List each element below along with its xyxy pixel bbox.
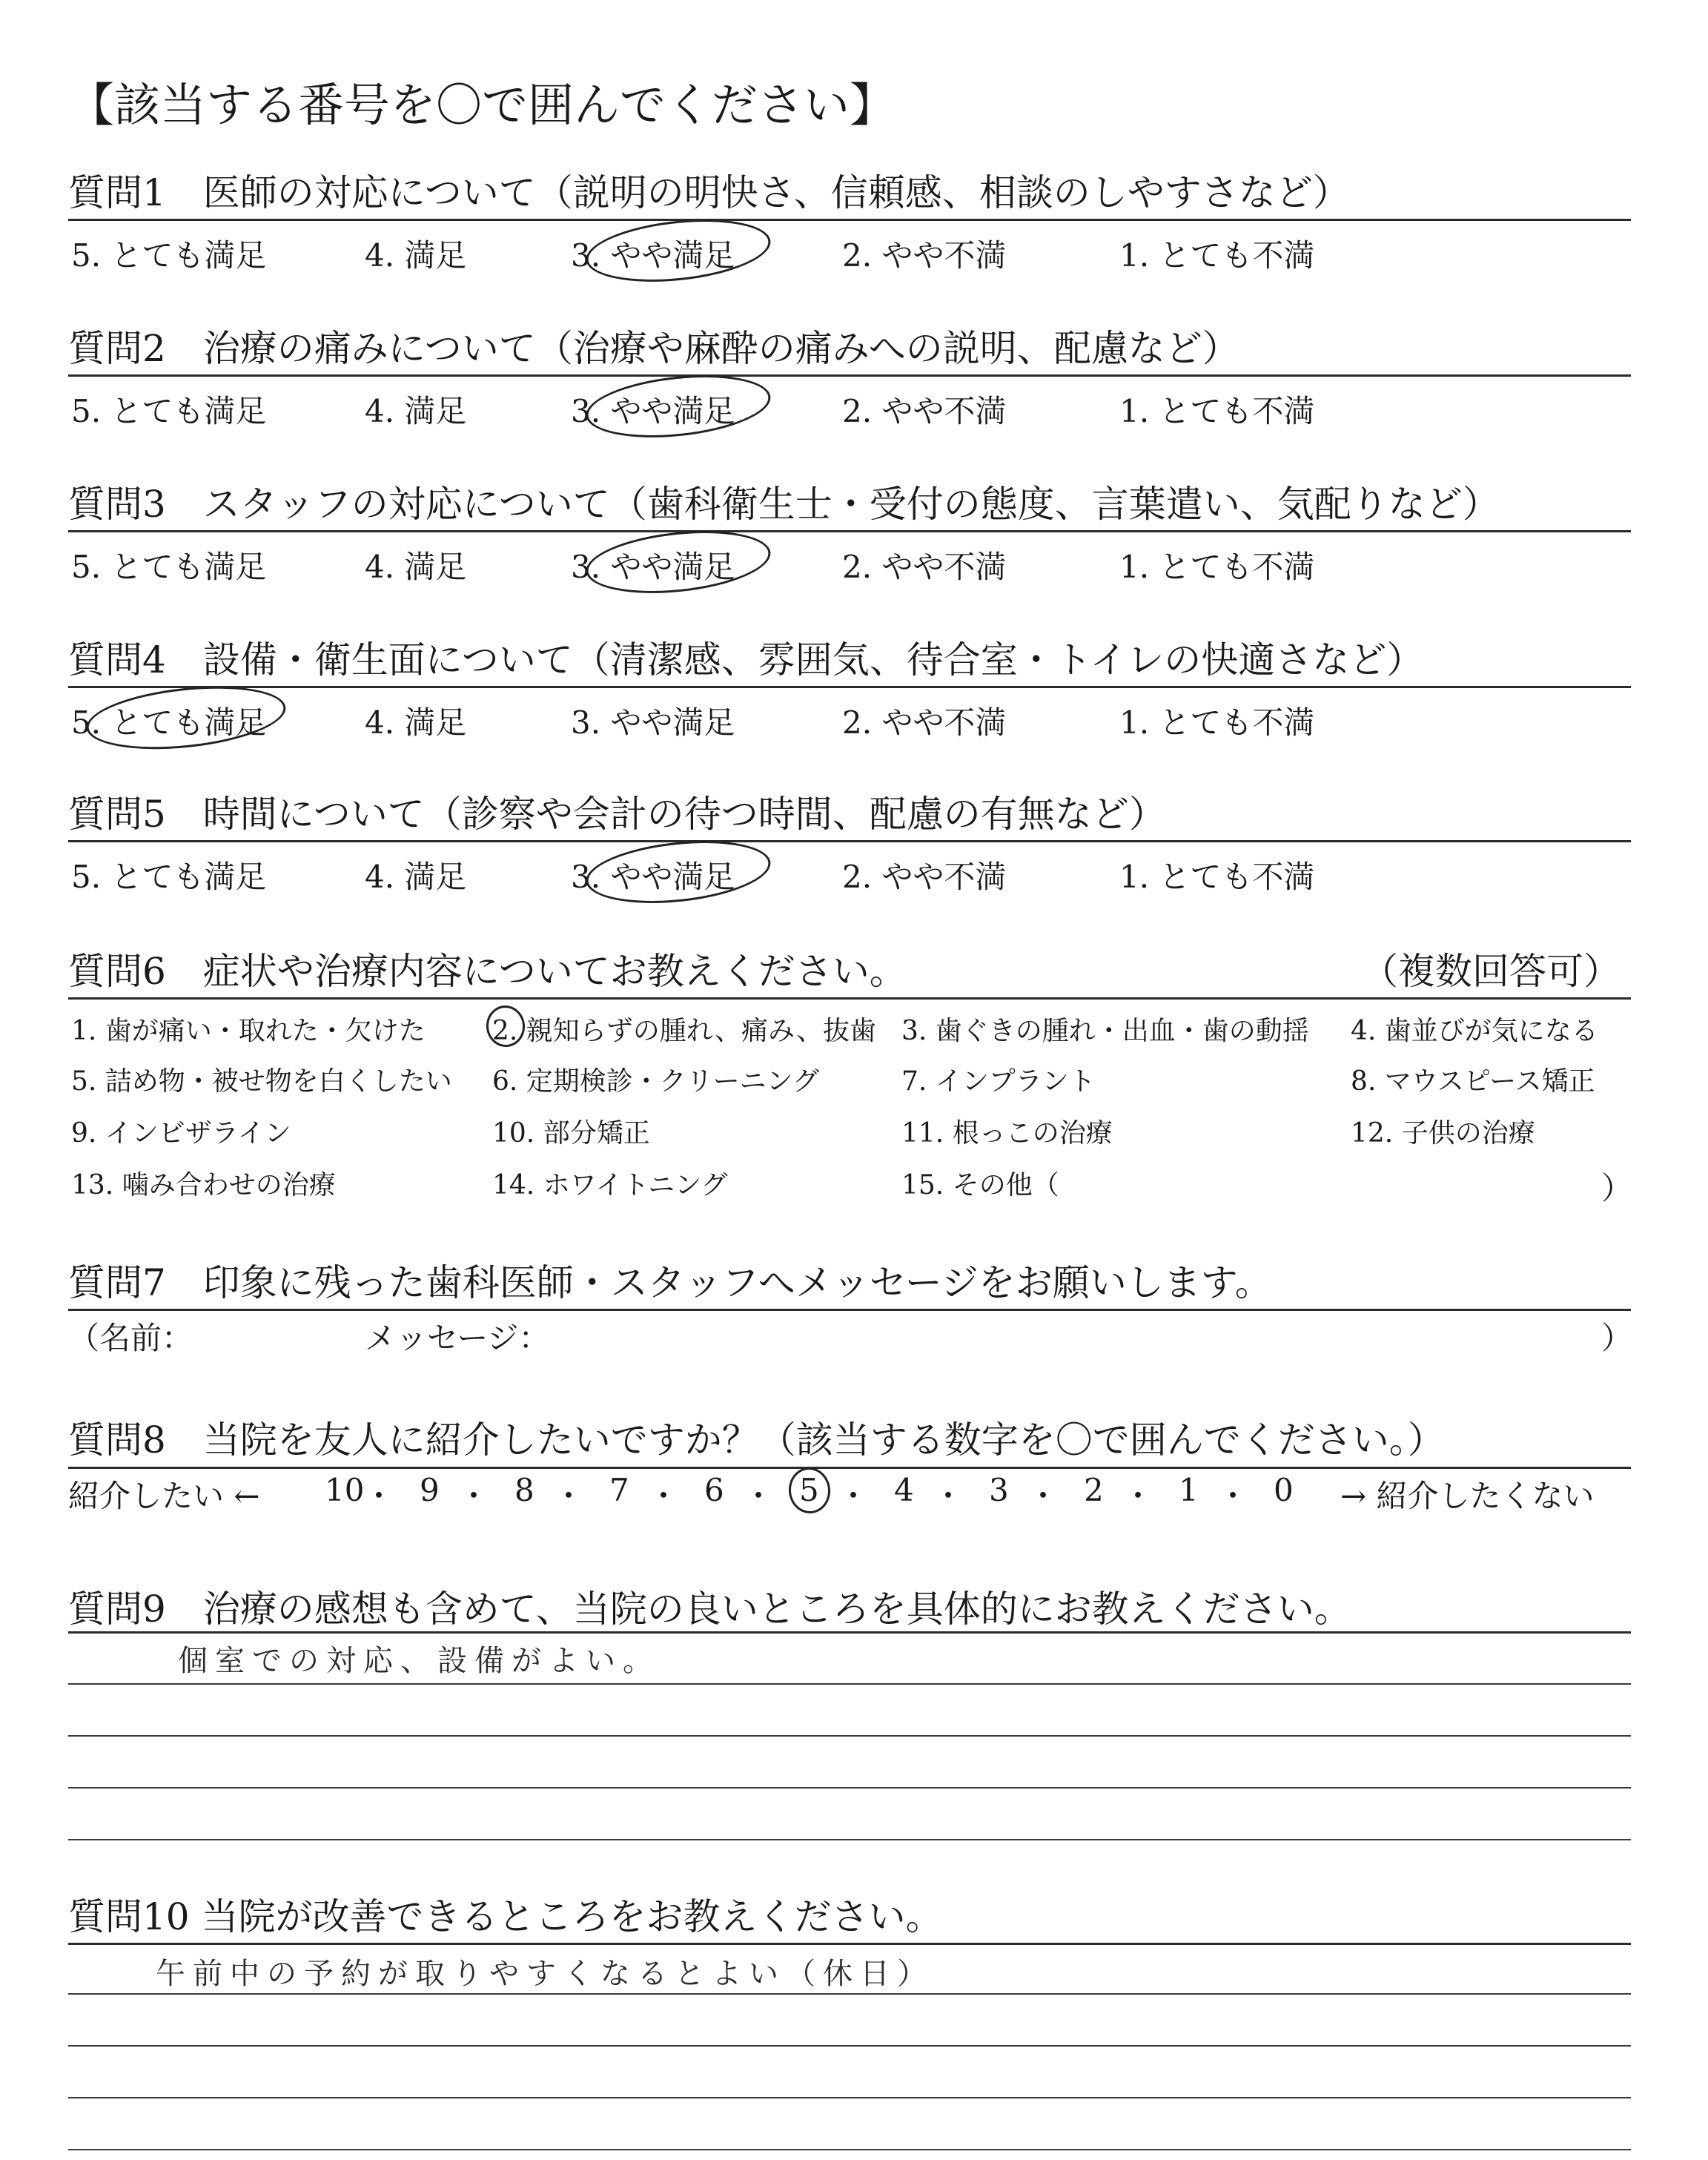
q6-option-10[interactable]: 10. 部分矯正	[492, 1118, 650, 1149]
question-1-option-5[interactable]: 5. とても満足	[71, 237, 267, 274]
q8-scale-separator: ・	[743, 1478, 775, 1514]
question-4-title: 質問4 設備・衛生面について（清潔感、雰囲気、待合室・トイレの快適さなど）	[68, 638, 1424, 681]
form-heading: 【該当する番号を〇で囲んでください】	[68, 78, 896, 132]
question-2-option-4[interactable]: 4. 満足	[365, 393, 467, 429]
q6-option-15[interactable]: 15. その他（	[901, 1170, 1059, 1200]
q7-title: 質問7 印象に残った歯科医師・スタッフへメッセージをお願いします。	[68, 1261, 1272, 1304]
q6-rule	[68, 997, 1631, 1000]
q10-answer-line	[68, 2149, 1631, 2150]
q10-answer-line	[68, 1993, 1631, 1995]
q8-scale-1[interactable]: 1	[1179, 1472, 1199, 1508]
question-3-option-4[interactable]: 4. 満足	[365, 549, 467, 585]
q8-scale-separator: ・	[1027, 1478, 1059, 1514]
selection-circle	[583, 211, 774, 290]
q8-scale-4[interactable]: 4	[894, 1472, 914, 1508]
question-4-option-1[interactable]: 1. とても不満	[1119, 704, 1315, 741]
q6-option-6[interactable]: 6. 定期検診・クリーニング	[492, 1066, 820, 1097]
q9-rule	[68, 1631, 1631, 1634]
selection-circle	[583, 833, 774, 911]
question-5-option-3[interactable]: 3. やや満足	[571, 859, 735, 895]
q7-close-paren: ）	[1601, 1320, 1633, 1356]
q8-scale-separator: ・	[1122, 1478, 1154, 1514]
q6-close-paren: ）	[1601, 1170, 1633, 1206]
q8-rule	[68, 1467, 1631, 1469]
question-2-title: 質問2 治療の痛みについて（治療や麻酔の痛みへの説明、配慮など）	[68, 327, 1239, 370]
q10-answer-line	[68, 2097, 1631, 2098]
q6-option-9[interactable]: 9. インビザライン	[71, 1118, 291, 1149]
q8-scale-8[interactable]: 8	[514, 1472, 534, 1508]
q6-option-8[interactable]: 8. マウスピース矯正	[1351, 1066, 1595, 1097]
question-5-option-1[interactable]: 1. とても不満	[1119, 859, 1315, 895]
q7-rule	[68, 1309, 1631, 1311]
q6-option-7[interactable]: 7. インプラント	[901, 1066, 1096, 1097]
q6-option-2[interactable]: 2. 親知らずの腫れ、痛み、抜歯	[492, 1016, 877, 1046]
q10-handwritten-answer: 午前中の予約が取りやすくなるとよい（休日）	[156, 1957, 934, 1991]
q8-scale-separator: ・	[458, 1478, 490, 1514]
q6-option-12[interactable]: 12. 子供の治療	[1351, 1118, 1535, 1149]
q10-answer-line	[68, 2045, 1631, 2047]
q8-left-label: 紹介したい ←	[68, 1478, 260, 1514]
selection-circle	[84, 678, 289, 758]
q8-scale-separator: ・	[933, 1478, 964, 1514]
q8-right-label: → 紹介したくない	[1340, 1478, 1595, 1514]
q6-option-5[interactable]: 5. 詰め物・被せ物を白くしたい	[71, 1066, 452, 1097]
q6-option-4[interactable]: 4. 歯並びが気になる	[1351, 1016, 1598, 1046]
q8-scale-separator: ・	[1217, 1478, 1249, 1514]
q8-scale-2[interactable]: 2	[1084, 1472, 1104, 1508]
q6-option-14[interactable]: 14. ホワイトニング	[492, 1170, 728, 1200]
question-3-option-1[interactable]: 1. とても不満	[1119, 549, 1315, 585]
question-5-option-4[interactable]: 4. 満足	[365, 859, 467, 895]
question-1-option-3[interactable]: 3. やや満足	[571, 237, 735, 274]
q10-rule	[68, 1943, 1631, 1945]
question-1-option-1[interactable]: 1. とても不満	[1119, 237, 1315, 274]
q8-scale-separator: ・	[838, 1478, 870, 1514]
selection-circle	[583, 523, 774, 601]
question-3-option-2[interactable]: 2. やや不満	[842, 549, 1007, 585]
question-2-option-5[interactable]: 5. とても満足	[71, 393, 267, 429]
q8-scale-9[interactable]: 9	[420, 1472, 440, 1508]
q8-scale-10[interactable]: 10	[325, 1472, 365, 1508]
q6-option-1[interactable]: 1. 歯が痛い・取れた・欠けた	[71, 1016, 426, 1046]
question-4-option-3[interactable]: 3. やや満足	[571, 704, 735, 741]
q6-note: （複数回答可）	[1361, 950, 1621, 993]
question-5-option-2[interactable]: 2. やや不満	[842, 859, 1007, 895]
question-3-title: 質問3 スタッフの対応について（歯科衛生士・受付の態度、言葉遣い、気配りなど）	[68, 483, 1500, 526]
q8-scale-separator: ・	[648, 1478, 680, 1514]
q8-scale-separator: ・	[553, 1478, 585, 1514]
q8-title: 質問8 当院を友人に紹介したいですか？（該当する数字を〇で囲んでください。）	[68, 1418, 1445, 1462]
q8-scale-0[interactable]: 0	[1274, 1472, 1294, 1508]
question-1-option-4[interactable]: 4. 満足	[365, 237, 467, 274]
question-1-title: 質問1 医師の対応について（説明の明快さ、信頼感、相談のしやすさなど）	[68, 171, 1350, 214]
q9-title: 質問9 治療の感想も含めて、当院の良いところを具体的にお教えください。	[68, 1588, 1351, 1631]
q10-title: 質問10 当院が改善できるところをお教えください。	[68, 1895, 943, 1938]
question-3-rule	[68, 530, 1631, 532]
q8-scale-3[interactable]: 3	[989, 1472, 1009, 1508]
q6-option-13[interactable]: 13. 噛み合わせの治療	[71, 1170, 336, 1200]
q9-answer-line	[68, 1683, 1631, 1685]
question-3-option-3[interactable]: 3. やや満足	[571, 549, 735, 585]
q9-handwritten-answer: 個室での対応、設備がよい。	[178, 1644, 660, 1678]
q8-scale-separator: ・	[363, 1478, 395, 1514]
q8-scale-6[interactable]: 6	[704, 1472, 724, 1508]
q6-title: 質問6 症状や治療内容についてお教えください。	[68, 950, 907, 993]
question-4-option-5[interactable]: 5. とても満足	[71, 704, 267, 741]
question-5-rule	[68, 840, 1631, 842]
q9-answer-line	[68, 1735, 1631, 1737]
selection-circle	[787, 1465, 833, 1516]
q6-option-11[interactable]: 11. 根っこの治療	[901, 1118, 1113, 1149]
q8-scale-7[interactable]: 7	[609, 1472, 629, 1508]
q8-scale-5[interactable]: 5	[799, 1472, 819, 1508]
question-2-rule	[68, 374, 1631, 377]
q9-answer-line	[68, 1787, 1631, 1789]
q7-name-label: （名前：	[68, 1320, 193, 1356]
q7-message-label: メッセージ：	[365, 1320, 550, 1356]
selection-circle	[583, 367, 774, 446]
question-5-option-5[interactable]: 5. とても満足	[71, 859, 267, 895]
q6-option-3[interactable]: 3. 歯ぐきの腫れ・出血・歯の動揺	[901, 1016, 1309, 1046]
question-4-option-2[interactable]: 2. やや不満	[842, 704, 1007, 741]
question-4-option-4[interactable]: 4. 満足	[365, 704, 467, 741]
question-1-rule	[68, 219, 1631, 221]
question-3-option-5[interactable]: 5. とても満足	[71, 549, 267, 585]
question-2-option-3[interactable]: 3. やや満足	[571, 393, 735, 429]
question-5-title: 質問5 時間について（診察や会計の待つ時間、配慮の有無など）	[68, 793, 1166, 836]
question-1-option-2[interactable]: 2. やや不満	[842, 237, 1007, 274]
question-2-option-1[interactable]: 1. とても不満	[1119, 393, 1315, 429]
question-4-rule	[68, 686, 1631, 688]
question-2-option-2[interactable]: 2. やや不満	[842, 393, 1007, 429]
q9-answer-line	[68, 1839, 1631, 1840]
